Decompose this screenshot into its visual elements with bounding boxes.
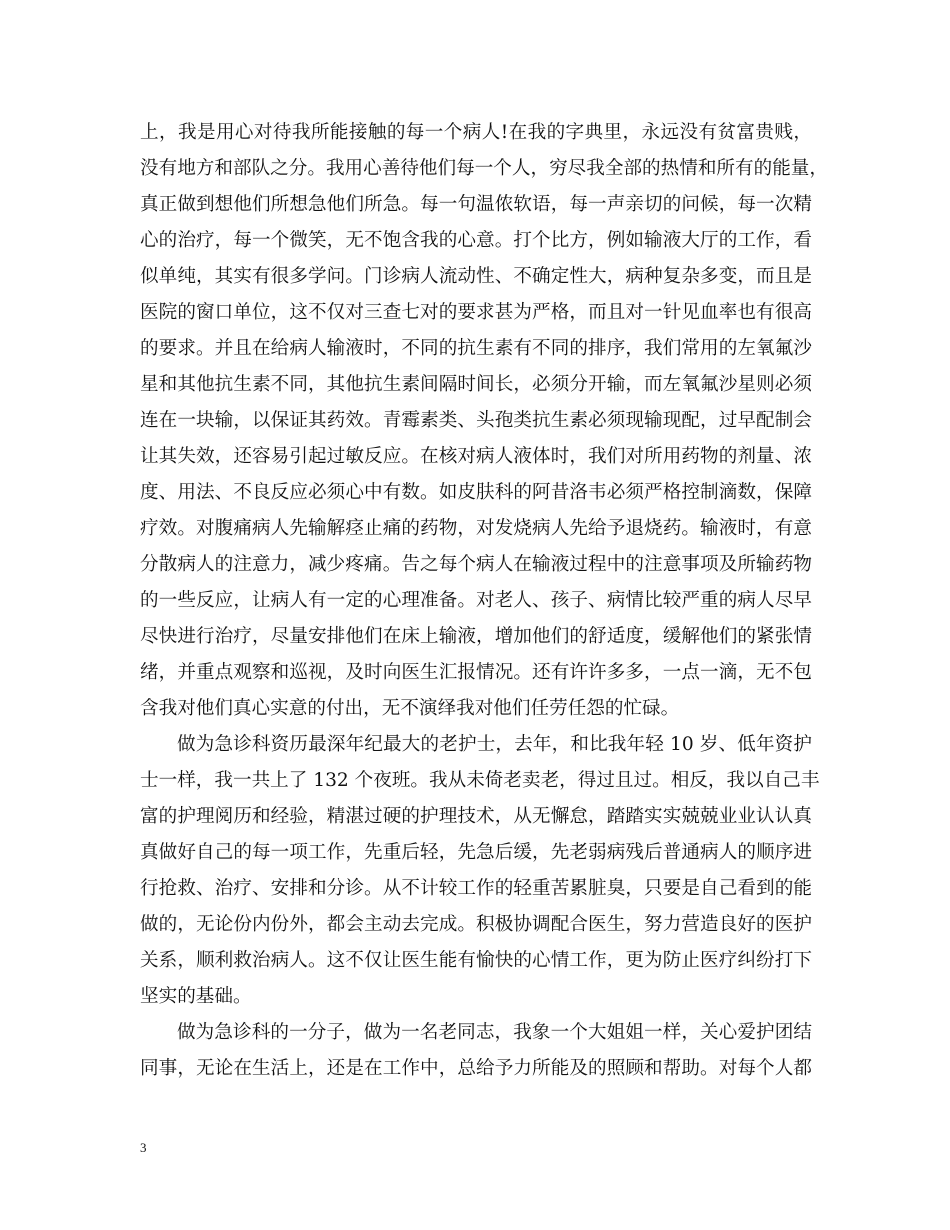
body-text <box>140 115 828 1087</box>
text-line: 让其失效，还容易引起过敏反应。在核对病人液体时，我们对所用药物的剂量、浓 <box>140 446 812 467</box>
text-line: 富的护理阅历和经验，精湛过硬的护理技术，从无懈怠，踏踏实实兢兢业业认认真 <box>140 806 812 827</box>
text-line: 星和其他抗生素不同，其他抗生素间隔时间长，必须分开输，而左氧氟沙星则必须 <box>140 374 812 395</box>
text-line: 分散病人的注意力，减少疼痛。告之每个病人在输液过程中的注意事项及所输药物 <box>140 554 812 575</box>
paragraph <box>140 727 820 1015</box>
text-line: 坚实的基础。 <box>140 986 252 1007</box>
text-line: 做为急诊科资历最深年纪最大的老护士，去年，和比我年轻 10 岁、低年资护 <box>177 734 812 755</box>
text-line: 度、用法、不良反应必须心中有数。如皮肤科的阿昔洛韦必须严格控制滴数，保障 <box>140 482 812 503</box>
text-line: 含我对他们真心实意的付出，无不演绎我对他们任劳任怨的忙碌。 <box>140 698 680 719</box>
text-line: 同事，无论在生活上，还是在工作中，总给予力所能及的照顾和帮助。对每个人都 <box>140 1058 812 1079</box>
text-line: 尽快进行治疗，尽量安排他们在床上输液，增加他们的舒适度，缓解他们的紧张情 <box>140 626 812 647</box>
text-line: 医院的窗口单位，这不仅对三查七对的要求甚为严格，而且对一针见血率也有很高 <box>140 302 812 323</box>
paragraph <box>140 1015 812 1087</box>
text-line: 关系，顺利救治病人。这不仅让医生能有愉快的心情工作，更为防止医疗纠纷打下 <box>140 950 812 971</box>
text-line: 士一样，我一共上了 132 个夜班。我从未倚老卖老，得过且过。相反，我以自己丰 <box>140 770 820 791</box>
text-line: 连在一块输，以保证其药效。青霉素类、头孢类抗生素必须现输现配，过早配制会 <box>140 410 812 431</box>
paragraph <box>140 115 828 727</box>
text-line: 没有地方和部队之分。我用心善待他们每一个人，穷尽我全部的热情和所有的能量， <box>140 158 828 179</box>
text-line: 心的治疗，每一个微笑，无不饱含我的心意。打个比方，例如输液大厅的工作，看 <box>140 230 812 251</box>
text-line: 真做好自己的每一项工作，先重后轻，先急后缓，先老弱病残后普通病人的顺序进 <box>140 842 812 863</box>
text-line: 做为急诊科的一分子，做为一名老同志，我象一个大姐姐一样，关心爱护团结 <box>177 1022 812 1043</box>
text-line: 做的，无论份内份外，都会主动去完成。积极协调配合医生，努力营造良好的医护 <box>140 914 812 935</box>
text-line: 上，我是用心对待我所能接触的每一个病人!在我的字典里，永远没有贫富贵贱， <box>140 122 812 143</box>
text-line: 绪，并重点观察和巡视，及时向医生汇报情况。还有许许多多，一点一滴，无不包 <box>140 662 812 683</box>
text-line: 疗效。对腹痛病人先输解痉止痛的药物，对发烧病人先给予退烧药。输液时，有意 <box>140 518 812 539</box>
text-line: 的要求。并且在给病人输液时，不同的抗生素有不同的排序，我们常用的左氧氟沙 <box>140 338 812 359</box>
text-line: 真正做到想他们所想急他们所急。每一句温侬软语，每一声亲切的问候，每一次精 <box>140 194 812 215</box>
page-number: 3 <box>140 1140 147 1155</box>
text-line: 行抢救、治疗、安排和分诊。从不计较工作的轻重苦累脏臭，只要是自己看到的能 <box>140 878 812 899</box>
text-line: 的一些反应，让病人有一定的心理准备。对老人、孩子、病情比较严重的病人尽早 <box>140 590 812 611</box>
text-line: 似单纯，其实有很多学问。门诊病人流动性、不确定性大，病种复杂多变，而且是 <box>140 266 812 287</box>
